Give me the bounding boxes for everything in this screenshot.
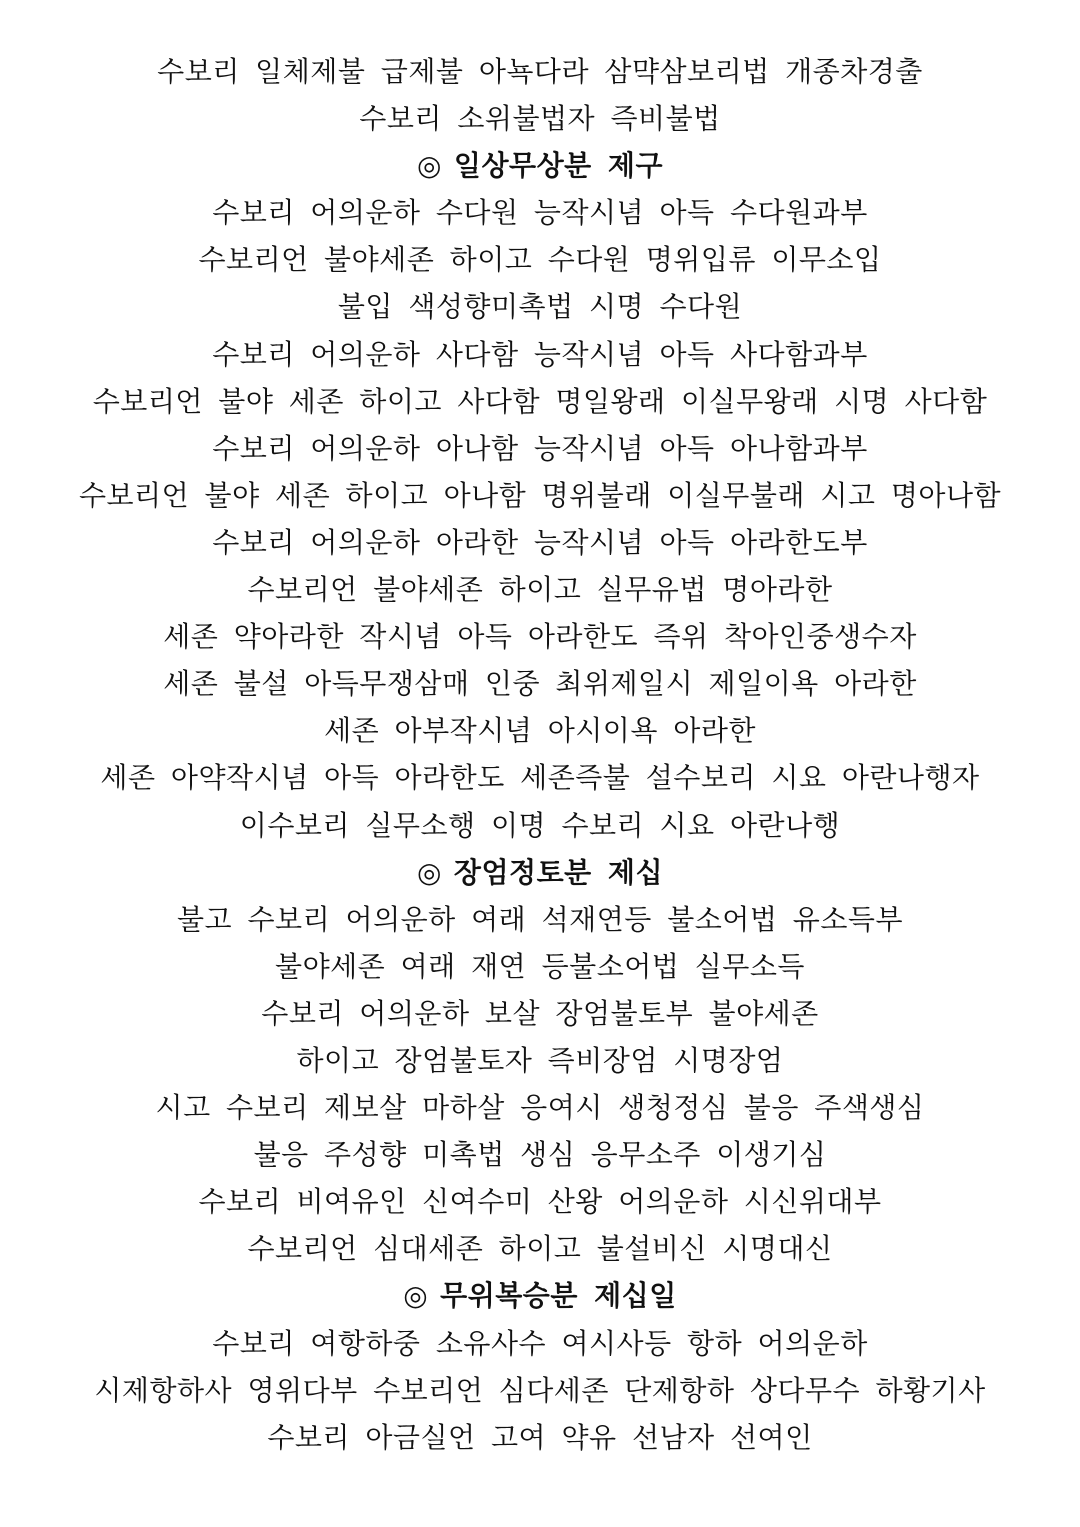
section-heading-text: 무위복승분 제십일 bbox=[440, 1279, 677, 1313]
double-circle-icon: ◎ bbox=[403, 1279, 429, 1313]
text-line bbox=[0, 943, 1080, 990]
text-line bbox=[0, 1178, 1080, 1225]
text-line-content: 수보리언 불야세존 하이고 수다원 명위입류 이무소입 bbox=[198, 243, 882, 277]
text-line bbox=[0, 1084, 1080, 1131]
text-line-content: 시제항하사 영위다부 수보리언 심다세존 단제항하 상다무수 하황기사 bbox=[94, 1373, 986, 1407]
text-line-content: 시고 수보리 제보살 마하살 응여시 생청정심 불응 주색생심 bbox=[155, 1091, 925, 1125]
text-line bbox=[0, 802, 1080, 849]
text-line bbox=[0, 48, 1080, 95]
text-line-content: 불입 색성향미촉법 시명 수다원 bbox=[337, 290, 743, 324]
double-circle-icon: ◎ bbox=[416, 855, 442, 889]
text-line bbox=[0, 519, 1080, 566]
text-line bbox=[0, 707, 1080, 754]
text-line-content: 수보리 소위불법자 즉비불법 bbox=[359, 102, 721, 136]
text-line bbox=[0, 1414, 1080, 1461]
text-line-content: 하이고 장엄불토자 즉비장엄 시명장엄 bbox=[296, 1043, 784, 1077]
section-heading-text: 일상무상분 제구 bbox=[453, 149, 664, 183]
text-line-content: 수보리언 불야 세존 하이고 사다함 명일왕래 이실무왕래 시명 사다함 bbox=[92, 384, 988, 418]
text-line-content: 수보리언 불야 세존 하이고 아나함 명위불래 이실무불래 시고 명아나함 bbox=[78, 478, 1002, 512]
text-line-content: 불응 주성향 미촉법 생심 응무소주 이생기심 bbox=[253, 1138, 827, 1172]
text-line-content: 세존 아약작시념 아득 아라한도 세존즉불 설수보리 시요 아란나행자 bbox=[100, 761, 980, 795]
section-heading bbox=[0, 849, 1080, 896]
text-line bbox=[0, 896, 1080, 943]
sutra-text-page bbox=[0, 48, 1080, 1461]
text-line-content: 수보리 일체제불 급제불 아뇩다라 삼먁삼보리법 개종차경출 bbox=[157, 55, 923, 88]
text-line bbox=[0, 236, 1080, 283]
text-line bbox=[0, 566, 1080, 613]
text-line bbox=[0, 283, 1080, 330]
text-line-content: 세존 아부작시념 아시이욕 아라한 bbox=[324, 714, 756, 748]
text-line-content: 수보리 어의운하 아나함 능작시념 아득 아나함과부 bbox=[212, 431, 868, 465]
text-line bbox=[0, 1320, 1080, 1367]
text-line bbox=[0, 95, 1080, 142]
section-heading bbox=[0, 142, 1080, 189]
double-circle-icon: ◎ bbox=[416, 149, 442, 183]
text-line-content: 불야세존 여래 재연 등불소어법 실무소득 bbox=[275, 949, 805, 983]
text-line-content: 불고 수보리 어의운하 여래 석재연등 불소어법 유소득부 bbox=[176, 902, 903, 936]
text-line bbox=[0, 1367, 1080, 1414]
text-line-content: 세존 약아라한 작시념 아득 아라한도 즉위 착아인중생수자 bbox=[163, 620, 917, 654]
text-line bbox=[0, 660, 1080, 707]
text-line-content: 세존 불설 아득무쟁삼매 인중 최위제일시 제일이욕 아라한 bbox=[163, 667, 917, 701]
text-line bbox=[0, 990, 1080, 1037]
text-line bbox=[0, 331, 1080, 378]
text-line-content: 수보리 어의운하 아라한 능작시념 아득 아라한도부 bbox=[212, 525, 868, 559]
text-line-content: 수보리 어의운하 수다원 능작시념 아득 수다원과부 bbox=[212, 196, 868, 230]
text-line bbox=[0, 1131, 1080, 1178]
text-line-content: 수보리 여항하중 소유사수 여시사등 항하 어의운하 bbox=[212, 1326, 868, 1360]
text-line bbox=[0, 1225, 1080, 1272]
text-line-content: 수보리 어의운하 사다함 능작시념 아득 사다함과부 bbox=[212, 337, 868, 371]
text-line bbox=[0, 189, 1080, 236]
text-line bbox=[0, 1037, 1080, 1084]
text-line bbox=[0, 754, 1080, 801]
text-line bbox=[0, 425, 1080, 472]
text-line-content: 수보리언 심대세존 하이고 불설비신 시명대신 bbox=[247, 1232, 833, 1266]
text-line-content: 수보리 어의운하 보살 장엄불토부 불야세존 bbox=[261, 996, 819, 1030]
text-line bbox=[0, 613, 1080, 660]
text-line bbox=[0, 472, 1080, 519]
text-line-content: 수보리 비여유인 신여수미 산왕 어의운하 시신위대부 bbox=[198, 1185, 882, 1219]
text-line-content: 수보리언 불야세존 하이고 실무유법 명아라한 bbox=[247, 573, 833, 607]
text-line bbox=[0, 378, 1080, 425]
section-heading-text: 장엄정토분 제십 bbox=[453, 855, 664, 889]
text-line-content: 이수보리 실무소행 이명 수보리 시요 아란나행 bbox=[239, 808, 841, 842]
section-heading bbox=[0, 1272, 1080, 1319]
text-line-content: 수보리 아금실언 고여 약유 선남자 선여인 bbox=[267, 1420, 813, 1454]
